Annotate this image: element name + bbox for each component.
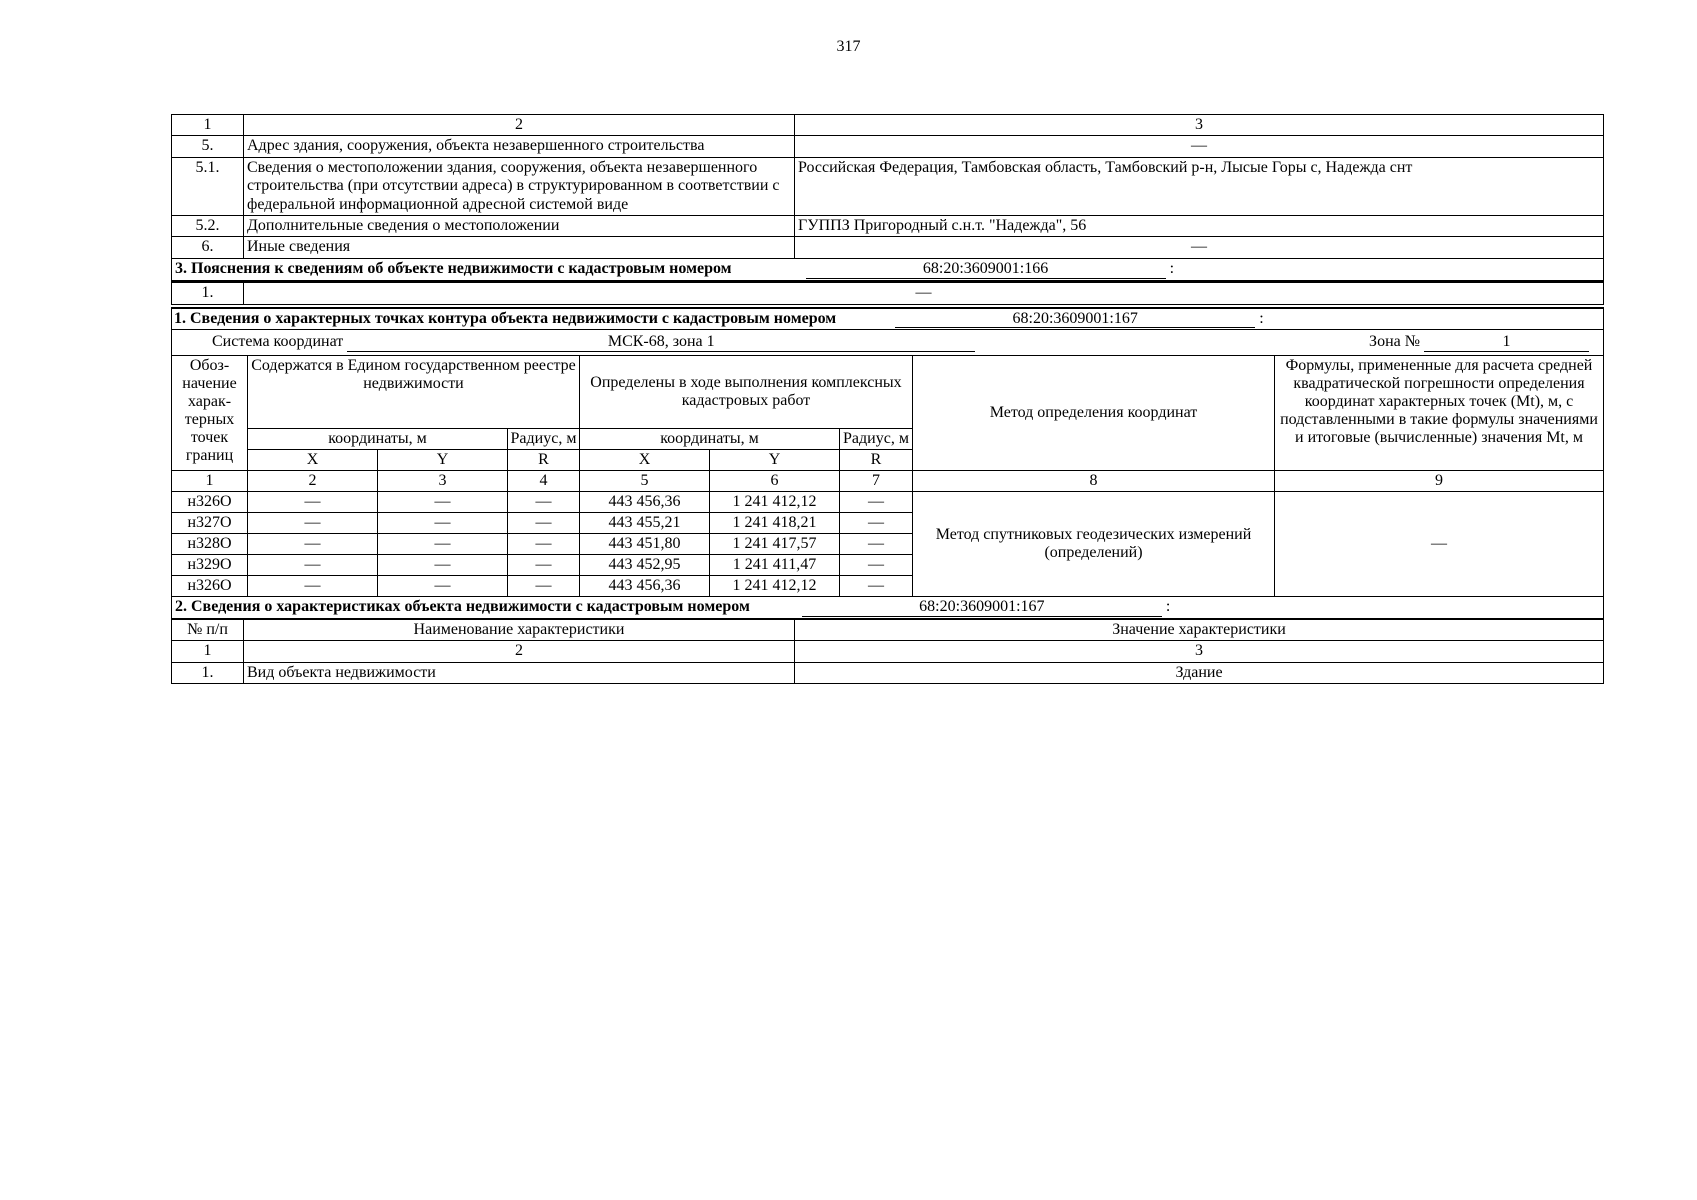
column-number: 7 [840, 471, 913, 492]
column-number: 3 [795, 641, 1604, 662]
coord-system-value: МСК-68, зона 1 [347, 333, 975, 352]
section1-cadastral-number: 68:20:3609001:167 [895, 310, 1255, 329]
point-name: н326О [172, 492, 248, 513]
point-kkr-r: — [840, 575, 913, 596]
point-egrn-r: — [508, 554, 580, 575]
header-cell: Значение характеристики [795, 619, 1604, 641]
point-egrn-r: — [508, 512, 580, 533]
header-cell: 2 [244, 115, 795, 136]
points-column-numbers [172, 471, 1604, 492]
section2-title: 2. Сведения о характеристиках объекта недвижимости с кадастровым номером [175, 597, 750, 615]
point-kkr-x: 443 455,21 [580, 512, 710, 533]
point-kkr-r: — [840, 512, 913, 533]
egrn-radius-header: Радиус, м [508, 429, 580, 450]
row-value: — [795, 237, 1604, 258]
point-row [172, 492, 1604, 513]
table-row [172, 136, 1604, 157]
column-numbers-row [172, 641, 1604, 662]
header-cell: № п/п [172, 619, 244, 641]
header-cell: 3 [795, 115, 1604, 136]
section3-title-row [172, 258, 1604, 281]
row-value: ГУППЗ Пригородный с.н.т. "Надежда", 56 [795, 215, 1604, 236]
point-egrn-x: — [248, 533, 378, 554]
egrn-x-header: X [248, 450, 378, 471]
section1-title: 1. Сведения о характерных точках контура объекта недвижимости с кадастровым номером [174, 309, 837, 327]
kkr-header: Определены в ходе выполнения комплексных кадастровых работ [580, 356, 913, 429]
formulas-header: Формулы, примененные для расчета средней квадратической погрешности определения координат характерных точек (Mt), м, с подставленными в такие формулы значениями и итоговые (вычисленные) значения Mt, м [1275, 356, 1604, 471]
row-name: Адрес здания, сооружения, объекта незавершенного строительства [244, 136, 795, 157]
points-header-row-1 [172, 356, 1604, 429]
row-name: Иные сведения [244, 237, 795, 258]
point-kkr-r: — [840, 492, 913, 513]
section2-title-row [172, 596, 1604, 619]
column-number: 9 [1275, 471, 1604, 492]
coord-system-row [172, 330, 1604, 356]
point-egrn-x: — [248, 492, 378, 513]
row-value: Здание [795, 662, 1604, 683]
point-name: н328О [172, 533, 248, 554]
section1-title-row [172, 308, 1604, 330]
zone-value: 1 [1424, 333, 1589, 352]
cadastral-sheet [171, 114, 1604, 684]
kkr-y-header: Y [710, 450, 840, 471]
column-number: 2 [244, 641, 795, 662]
row-name: Дополнительные сведения о местоположении [244, 215, 795, 236]
formula-value: — [1275, 492, 1604, 597]
column-number: 8 [913, 471, 1275, 492]
point-name: н327О [172, 512, 248, 533]
table-header-row [172, 619, 1604, 641]
section3-table [171, 258, 1604, 305]
column-number: 2 [248, 471, 378, 492]
egrn-r-header: R [508, 450, 580, 471]
row-number: 5. [172, 136, 244, 157]
table-header-row [172, 115, 1604, 136]
point-name: н326О [172, 575, 248, 596]
row-number: 6. [172, 237, 244, 258]
address-table [171, 114, 1604, 259]
point-egrn-y: — [378, 575, 508, 596]
point-egrn-r: — [508, 533, 580, 554]
row-name: Вид объекта недвижимости [244, 662, 795, 683]
page-number: 317 [836, 38, 861, 55]
point-egrn-x: — [248, 554, 378, 575]
point-kkr-x: 443 451,80 [580, 533, 710, 554]
header-cell: Наименование характеристики [244, 619, 795, 641]
column-number: 5 [580, 471, 710, 492]
section1-colon: : [1259, 309, 1264, 327]
point-egrn-x: — [248, 512, 378, 533]
point-kkr-y: 1 241 412,12 [710, 575, 840, 596]
section2-colon: : [1165, 597, 1171, 615]
point-egrn-y: — [378, 533, 508, 554]
column-number: 4 [508, 471, 580, 492]
row-number: 1. [172, 282, 244, 304]
section3-title: 3. Пояснения к сведениям об объекте недвижимости с кадастровым номером [175, 259, 732, 277]
table-row [172, 157, 1604, 215]
point-kkr-y: 1 241 411,47 [710, 554, 840, 575]
designation-header: Обоз-начение харак-терных точек границ [172, 356, 248, 471]
kkr-coords-header: координаты, м [580, 429, 840, 450]
point-name: н329О [172, 554, 248, 575]
row-number: 5.1. [172, 157, 244, 215]
section1-points-table [171, 307, 1604, 597]
kkr-radius-header: Радиус, м [840, 429, 913, 450]
section2-table [171, 596, 1604, 685]
egrn-header: Содержатся в Едином государственном реестре недвижимости [248, 356, 580, 429]
header-cell: 1 [172, 115, 244, 136]
method-header: Метод определения координат [913, 356, 1275, 471]
egrn-y-header: Y [378, 450, 508, 471]
row-value: — [795, 136, 1604, 157]
section3-colon: : [1169, 259, 1175, 277]
column-number: 3 [378, 471, 508, 492]
row-number: 5.2. [172, 215, 244, 236]
point-egrn-y: — [378, 492, 508, 513]
coord-system-label: Система координат [212, 333, 344, 351]
point-egrn-r: — [508, 492, 580, 513]
point-egrn-y: — [378, 512, 508, 533]
point-kkr-r: — [840, 533, 913, 554]
point-kkr-x: 443 456,36 [580, 575, 710, 596]
section2-cadastral-number: 68:20:3609001:167 [802, 598, 1162, 617]
column-number: 1 [172, 471, 248, 492]
column-number: 6 [710, 471, 840, 492]
point-kkr-y: 1 241 418,21 [710, 512, 840, 533]
point-kkr-x: 443 456,36 [580, 492, 710, 513]
kkr-r-header: R [840, 450, 913, 471]
table-row [172, 237, 1604, 258]
point-egrn-x: — [248, 575, 378, 596]
row-value: Российская Федерация, Тамбовская область, Тамбовский р-н, Лысые Горы с, Надежда снт [795, 157, 1604, 215]
zone-label: Зона № [1369, 333, 1420, 351]
method-value: Метод спутниковых геодезических измерений (определений) [913, 492, 1275, 597]
point-kkr-r: — [840, 554, 913, 575]
point-kkr-x: 443 452,95 [580, 554, 710, 575]
table-row [172, 662, 1604, 683]
row-name: Сведения о местоположении здания, сооружения, объекта незавершенного строительства (при отсутствии адреса) в структурированном в соответствии с федеральной информационной адресной системой виде [244, 157, 795, 215]
point-egrn-y: — [378, 554, 508, 575]
kkr-x-header: X [580, 450, 710, 471]
point-kkr-y: 1 241 412,12 [710, 492, 840, 513]
row-value: — [244, 282, 1604, 304]
column-number: 1 [172, 641, 244, 662]
row-number: 1. [172, 662, 244, 683]
table-row [172, 215, 1604, 236]
table-row [172, 282, 1604, 304]
egrn-coords-header: координаты, м [248, 429, 508, 450]
section3-cadastral-number: 68:20:3609001:166 [806, 260, 1166, 279]
point-egrn-r: — [508, 575, 580, 596]
point-kkr-y: 1 241 417,57 [710, 533, 840, 554]
